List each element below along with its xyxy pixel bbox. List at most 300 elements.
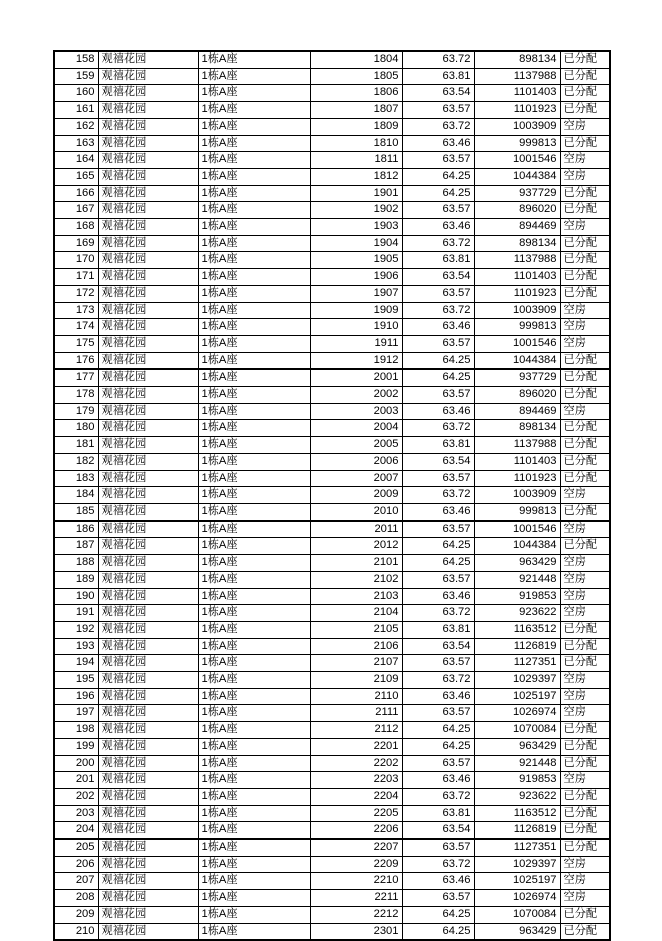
cell-name[interactable]: 观禧花园 — [98, 923, 198, 940]
cell-room[interactable]: 2107 — [310, 655, 402, 672]
cell-room[interactable]: 2002 — [310, 387, 402, 404]
cell-idx[interactable]: 200 — [54, 755, 98, 772]
cell-idx[interactable]: 160 — [54, 85, 98, 102]
cell-bldg[interactable]: 1栋A座 — [198, 352, 310, 369]
cell-name[interactable]: 观禧花园 — [98, 822, 198, 839]
cell-area[interactable]: 63.72 — [402, 51, 474, 68]
cell-idx[interactable]: 165 — [54, 168, 98, 185]
cell-room[interactable]: 2111 — [310, 705, 402, 722]
cell-status[interactable]: 已分配 — [560, 420, 610, 437]
table-row[interactable] — [54, 655, 610, 672]
cell-name[interactable]: 观禧花园 — [98, 672, 198, 689]
cell-bldg[interactable]: 1栋A座 — [198, 772, 310, 789]
table-row[interactable] — [54, 605, 610, 622]
cell-status[interactable]: 已分配 — [560, 503, 610, 520]
cell-idx[interactable]: 198 — [54, 722, 98, 739]
cell-price[interactable]: 1003909 — [474, 302, 560, 319]
cell-name[interactable]: 观禧花园 — [98, 571, 198, 588]
cell-status[interactable]: 空房 — [560, 521, 610, 538]
cell-bldg[interactable]: 1栋A座 — [198, 135, 310, 152]
cell-price[interactable]: 894469 — [474, 403, 560, 420]
cell-area[interactable]: 63.54 — [402, 453, 474, 470]
cell-area[interactable]: 63.81 — [402, 68, 474, 85]
cell-area[interactable]: 63.57 — [402, 102, 474, 119]
cell-name[interactable]: 观禧花园 — [98, 638, 198, 655]
cell-name[interactable]: 观禧花园 — [98, 102, 198, 119]
cell-price[interactable]: 1101923 — [474, 470, 560, 487]
cell-status[interactable]: 空房 — [560, 672, 610, 689]
cell-price[interactable]: 1025197 — [474, 688, 560, 705]
table-row[interactable] — [54, 923, 610, 940]
cell-name[interactable]: 观禧花园 — [98, 453, 198, 470]
cell-bldg[interactable]: 1栋A座 — [198, 890, 310, 907]
cell-price[interactable]: 999813 — [474, 319, 560, 336]
cell-price[interactable]: 1127351 — [474, 839, 560, 856]
cell-status[interactable]: 空房 — [560, 555, 610, 572]
cell-idx[interactable]: 210 — [54, 923, 98, 940]
cell-area[interactable]: 63.72 — [402, 672, 474, 689]
cell-area[interactable]: 64.25 — [402, 923, 474, 940]
cell-price[interactable]: 1044384 — [474, 168, 560, 185]
cell-status[interactable]: 已分配 — [560, 906, 610, 923]
table-row[interactable] — [54, 185, 610, 202]
cell-idx[interactable]: 199 — [54, 738, 98, 755]
cell-name[interactable]: 观禧花园 — [98, 403, 198, 420]
cell-price[interactable]: 1101403 — [474, 269, 560, 286]
cell-status[interactable]: 已分配 — [560, 235, 610, 252]
cell-bldg[interactable]: 1栋A座 — [198, 906, 310, 923]
cell-idx[interactable]: 172 — [54, 285, 98, 302]
cell-idx[interactable]: 202 — [54, 788, 98, 805]
table-row[interactable] — [54, 437, 610, 454]
cell-status[interactable]: 已分配 — [560, 135, 610, 152]
cell-bldg[interactable]: 1栋A座 — [198, 839, 310, 856]
cell-room[interactable]: 2101 — [310, 555, 402, 572]
cell-bldg[interactable]: 1栋A座 — [198, 555, 310, 572]
cell-bldg[interactable]: 1栋A座 — [198, 202, 310, 219]
cell-name[interactable]: 观禧花园 — [98, 85, 198, 102]
cell-idx[interactable]: 174 — [54, 319, 98, 336]
cell-room[interactable]: 1909 — [310, 302, 402, 319]
cell-idx[interactable]: 206 — [54, 856, 98, 873]
cell-area[interactable]: 63.81 — [402, 252, 474, 269]
table-row[interactable] — [54, 722, 610, 739]
cell-price[interactable]: 999813 — [474, 135, 560, 152]
table-row[interactable] — [54, 705, 610, 722]
table-row[interactable] — [54, 102, 610, 119]
cell-price[interactable]: 1127351 — [474, 655, 560, 672]
table-row[interactable] — [54, 688, 610, 705]
cell-bldg[interactable]: 1栋A座 — [198, 788, 310, 805]
cell-status[interactable]: 空房 — [560, 772, 610, 789]
cell-idx[interactable]: 203 — [54, 805, 98, 822]
cell-room[interactable]: 1903 — [310, 219, 402, 236]
table-row[interactable] — [54, 856, 610, 873]
table-row[interactable] — [54, 521, 610, 538]
cell-bldg[interactable]: 1栋A座 — [198, 369, 310, 386]
cell-area[interactable]: 63.57 — [402, 890, 474, 907]
cell-bldg[interactable]: 1栋A座 — [198, 805, 310, 822]
cell-name[interactable]: 观禧花园 — [98, 185, 198, 202]
cell-bldg[interactable]: 1栋A座 — [198, 923, 310, 940]
cell-idx[interactable]: 189 — [54, 571, 98, 588]
cell-status[interactable]: 已分配 — [560, 538, 610, 555]
cell-room[interactable]: 2106 — [310, 638, 402, 655]
cell-area[interactable]: 63.46 — [402, 873, 474, 890]
cell-area[interactable]: 64.25 — [402, 555, 474, 572]
cell-area[interactable]: 63.54 — [402, 638, 474, 655]
cell-bldg[interactable]: 1栋A座 — [198, 387, 310, 404]
cell-name[interactable]: 观禧花园 — [98, 755, 198, 772]
cell-name[interactable]: 观禧花园 — [98, 890, 198, 907]
cell-price[interactable]: 963429 — [474, 738, 560, 755]
cell-room[interactable]: 2105 — [310, 621, 402, 638]
cell-name[interactable]: 观禧花园 — [98, 118, 198, 135]
cell-bldg[interactable]: 1栋A座 — [198, 705, 310, 722]
cell-bldg[interactable]: 1栋A座 — [198, 51, 310, 68]
cell-status[interactable]: 空房 — [560, 571, 610, 588]
cell-price[interactable]: 1025197 — [474, 873, 560, 890]
cell-room[interactable]: 1912 — [310, 352, 402, 369]
cell-area[interactable]: 63.72 — [402, 302, 474, 319]
cell-idx[interactable]: 194 — [54, 655, 98, 672]
cell-idx[interactable]: 167 — [54, 202, 98, 219]
cell-bldg[interactable]: 1栋A座 — [198, 285, 310, 302]
cell-bldg[interactable]: 1栋A座 — [198, 538, 310, 555]
table-row[interactable] — [54, 68, 610, 85]
cell-room[interactable]: 2112 — [310, 722, 402, 739]
cell-bldg[interactable]: 1栋A座 — [198, 235, 310, 252]
cell-room[interactable]: 2203 — [310, 772, 402, 789]
cell-area[interactable]: 64.25 — [402, 168, 474, 185]
cell-area[interactable]: 63.57 — [402, 387, 474, 404]
cell-room[interactable]: 1905 — [310, 252, 402, 269]
cell-room[interactable]: 1901 — [310, 185, 402, 202]
table-row[interactable] — [54, 302, 610, 319]
table-row[interactable] — [54, 638, 610, 655]
cell-idx[interactable]: 183 — [54, 470, 98, 487]
cell-name[interactable]: 观禧花园 — [98, 521, 198, 538]
cell-area[interactable]: 63.72 — [402, 235, 474, 252]
cell-idx[interactable]: 179 — [54, 403, 98, 420]
cell-status[interactable]: 已分配 — [560, 638, 610, 655]
cell-idx[interactable]: 192 — [54, 621, 98, 638]
cell-bldg[interactable]: 1栋A座 — [198, 822, 310, 839]
cell-idx[interactable]: 197 — [54, 705, 98, 722]
cell-area[interactable]: 63.57 — [402, 839, 474, 856]
cell-name[interactable]: 观禧花园 — [98, 688, 198, 705]
cell-name[interactable]: 观禧花园 — [98, 437, 198, 454]
cell-area[interactable]: 63.81 — [402, 437, 474, 454]
cell-area[interactable]: 63.57 — [402, 705, 474, 722]
cell-name[interactable]: 观禧花园 — [98, 839, 198, 856]
cell-room[interactable]: 2207 — [310, 839, 402, 856]
cell-idx[interactable]: 187 — [54, 538, 98, 555]
cell-price[interactable]: 923622 — [474, 788, 560, 805]
cell-idx[interactable]: 158 — [54, 51, 98, 68]
cell-name[interactable]: 观禧花园 — [98, 302, 198, 319]
cell-bldg[interactable]: 1栋A座 — [198, 168, 310, 185]
table-row[interactable] — [54, 387, 610, 404]
cell-room[interactable]: 2210 — [310, 873, 402, 890]
cell-bldg[interactable]: 1栋A座 — [198, 185, 310, 202]
cell-idx[interactable]: 163 — [54, 135, 98, 152]
table-row[interactable] — [54, 420, 610, 437]
cell-price[interactable]: 1101923 — [474, 285, 560, 302]
cell-status[interactable]: 已分配 — [560, 722, 610, 739]
cell-area[interactable]: 63.57 — [402, 655, 474, 672]
cell-price[interactable]: 1070084 — [474, 722, 560, 739]
cell-status[interactable]: 已分配 — [560, 285, 610, 302]
cell-bldg[interactable]: 1栋A座 — [198, 453, 310, 470]
cell-room[interactable]: 2211 — [310, 890, 402, 907]
cell-room[interactable]: 1805 — [310, 68, 402, 85]
cell-idx[interactable]: 195 — [54, 672, 98, 689]
cell-bldg[interactable]: 1栋A座 — [198, 219, 310, 236]
cell-idx[interactable]: 190 — [54, 588, 98, 605]
cell-idx[interactable]: 191 — [54, 605, 98, 622]
cell-area[interactable]: 63.72 — [402, 420, 474, 437]
cell-status[interactable]: 已分配 — [560, 755, 610, 772]
table-row[interactable] — [54, 555, 610, 572]
cell-name[interactable]: 观禧花园 — [98, 219, 198, 236]
cell-room[interactable]: 1904 — [310, 235, 402, 252]
cell-idx[interactable]: 171 — [54, 269, 98, 286]
cell-status[interactable]: 已分配 — [560, 738, 610, 755]
cell-status[interactable]: 已分配 — [560, 839, 610, 856]
cell-name[interactable]: 观禧花园 — [98, 319, 198, 336]
cell-price[interactable]: 1001546 — [474, 521, 560, 538]
cell-status[interactable]: 已分配 — [560, 923, 610, 940]
cell-status[interactable]: 空房 — [560, 152, 610, 169]
table-row[interactable] — [54, 352, 610, 369]
cell-bldg[interactable]: 1栋A座 — [198, 722, 310, 739]
cell-idx[interactable]: 176 — [54, 352, 98, 369]
table-row[interactable] — [54, 369, 610, 386]
cell-name[interactable]: 观禧花园 — [98, 487, 198, 504]
cell-price[interactable]: 1026974 — [474, 890, 560, 907]
table-row[interactable] — [54, 135, 610, 152]
cell-name[interactable]: 观禧花园 — [98, 503, 198, 520]
cell-name[interactable]: 观禧花园 — [98, 538, 198, 555]
cell-price[interactable]: 919853 — [474, 588, 560, 605]
cell-name[interactable]: 观禧花园 — [98, 906, 198, 923]
table-row[interactable] — [54, 219, 610, 236]
cell-bldg[interactable]: 1栋A座 — [198, 403, 310, 420]
cell-bldg[interactable]: 1栋A座 — [198, 605, 310, 622]
cell-room[interactable]: 2011 — [310, 521, 402, 538]
cell-area[interactable]: 63.72 — [402, 118, 474, 135]
cell-idx[interactable]: 204 — [54, 822, 98, 839]
housing-allocation-table[interactable] — [53, 50, 611, 941]
cell-price[interactable]: 898134 — [474, 51, 560, 68]
cell-name[interactable]: 观禧花园 — [98, 202, 198, 219]
cell-room[interactable]: 2109 — [310, 672, 402, 689]
cell-status[interactable]: 已分配 — [560, 788, 610, 805]
cell-status[interactable]: 空房 — [560, 302, 610, 319]
cell-price[interactable]: 1029397 — [474, 856, 560, 873]
table-row[interactable] — [54, 319, 610, 336]
cell-area[interactable]: 63.46 — [402, 403, 474, 420]
cell-bldg[interactable]: 1栋A座 — [198, 152, 310, 169]
cell-idx[interactable]: 207 — [54, 873, 98, 890]
cell-area[interactable]: 63.46 — [402, 503, 474, 520]
cell-bldg[interactable]: 1栋A座 — [198, 420, 310, 437]
table-row[interactable] — [54, 906, 610, 923]
cell-price[interactable]: 999813 — [474, 503, 560, 520]
cell-name[interactable]: 观禧花园 — [98, 420, 198, 437]
cell-area[interactable]: 64.25 — [402, 738, 474, 755]
cell-bldg[interactable]: 1栋A座 — [198, 856, 310, 873]
table-row[interactable] — [54, 772, 610, 789]
cell-room[interactable]: 2004 — [310, 420, 402, 437]
cell-area[interactable]: 63.57 — [402, 755, 474, 772]
cell-bldg[interactable]: 1栋A座 — [198, 302, 310, 319]
cell-bldg[interactable]: 1栋A座 — [198, 873, 310, 890]
cell-price[interactable]: 1101923 — [474, 102, 560, 119]
cell-idx[interactable]: 182 — [54, 453, 98, 470]
cell-idx[interactable]: 193 — [54, 638, 98, 655]
cell-area[interactable]: 64.25 — [402, 369, 474, 386]
table-row[interactable] — [54, 873, 610, 890]
cell-room[interactable]: 2009 — [310, 487, 402, 504]
cell-room[interactable]: 2202 — [310, 755, 402, 772]
cell-name[interactable]: 观禧花园 — [98, 135, 198, 152]
cell-area[interactable]: 63.54 — [402, 85, 474, 102]
table-row[interactable] — [54, 621, 610, 638]
cell-status[interactable]: 已分配 — [560, 369, 610, 386]
cell-price[interactable]: 1029397 — [474, 672, 560, 689]
cell-status[interactable]: 已分配 — [560, 470, 610, 487]
cell-room[interactable]: 1807 — [310, 102, 402, 119]
cell-price[interactable]: 919853 — [474, 772, 560, 789]
cell-price[interactable]: 1126819 — [474, 638, 560, 655]
table-row[interactable] — [54, 738, 610, 755]
cell-price[interactable]: 1070084 — [474, 906, 560, 923]
cell-area[interactable]: 63.46 — [402, 135, 474, 152]
cell-status[interactable]: 空房 — [560, 168, 610, 185]
table-row[interactable] — [54, 202, 610, 219]
cell-price[interactable]: 898134 — [474, 235, 560, 252]
table-row[interactable] — [54, 755, 610, 772]
cell-price[interactable]: 896020 — [474, 387, 560, 404]
cell-bldg[interactable]: 1栋A座 — [198, 588, 310, 605]
cell-room[interactable]: 2110 — [310, 688, 402, 705]
cell-idx[interactable]: 209 — [54, 906, 98, 923]
cell-area[interactable]: 63.72 — [402, 487, 474, 504]
cell-bldg[interactable]: 1栋A座 — [198, 437, 310, 454]
cell-idx[interactable]: 169 — [54, 235, 98, 252]
cell-idx[interactable]: 201 — [54, 772, 98, 789]
cell-area[interactable]: 63.46 — [402, 688, 474, 705]
cell-bldg[interactable]: 1栋A座 — [198, 503, 310, 520]
table-row[interactable] — [54, 890, 610, 907]
cell-status[interactable]: 已分配 — [560, 202, 610, 219]
cell-price[interactable]: 923622 — [474, 605, 560, 622]
cell-name[interactable]: 观禧花园 — [98, 805, 198, 822]
cell-price[interactable]: 1001546 — [474, 335, 560, 352]
table-row[interactable] — [54, 252, 610, 269]
cell-name[interactable]: 观禧花园 — [98, 655, 198, 672]
cell-idx[interactable]: 185 — [54, 503, 98, 520]
cell-bldg[interactable]: 1栋A座 — [198, 621, 310, 638]
cell-price[interactable]: 896020 — [474, 202, 560, 219]
cell-area[interactable]: 63.57 — [402, 470, 474, 487]
cell-area[interactable]: 63.54 — [402, 269, 474, 286]
table-row[interactable] — [54, 335, 610, 352]
cell-price[interactable]: 1137988 — [474, 437, 560, 454]
cell-status[interactable]: 已分配 — [560, 68, 610, 85]
cell-area[interactable]: 63.46 — [402, 588, 474, 605]
table-row[interactable] — [54, 453, 610, 470]
cell-name[interactable]: 观禧花园 — [98, 68, 198, 85]
cell-name[interactable]: 观禧花园 — [98, 555, 198, 572]
cell-name[interactable]: 观禧花园 — [98, 352, 198, 369]
cell-area[interactable]: 63.46 — [402, 219, 474, 236]
cell-price[interactable]: 963429 — [474, 555, 560, 572]
cell-idx[interactable]: 205 — [54, 839, 98, 856]
cell-bldg[interactable]: 1栋A座 — [198, 252, 310, 269]
cell-price[interactable]: 1044384 — [474, 352, 560, 369]
cell-room[interactable]: 1811 — [310, 152, 402, 169]
cell-room[interactable]: 1907 — [310, 285, 402, 302]
cell-room[interactable]: 2206 — [310, 822, 402, 839]
cell-bldg[interactable]: 1栋A座 — [198, 269, 310, 286]
cell-status[interactable]: 空房 — [560, 319, 610, 336]
cell-bldg[interactable]: 1栋A座 — [198, 68, 310, 85]
cell-name[interactable]: 观禧花园 — [98, 335, 198, 352]
cell-room[interactable]: 2005 — [310, 437, 402, 454]
cell-price[interactable]: 963429 — [474, 923, 560, 940]
cell-bldg[interactable]: 1栋A座 — [198, 335, 310, 352]
cell-status[interactable]: 已分配 — [560, 102, 610, 119]
cell-price[interactable]: 1003909 — [474, 487, 560, 504]
cell-idx[interactable]: 166 — [54, 185, 98, 202]
cell-idx[interactable]: 175 — [54, 335, 98, 352]
table-row[interactable] — [54, 822, 610, 839]
cell-status[interactable]: 空房 — [560, 605, 610, 622]
cell-idx[interactable]: 173 — [54, 302, 98, 319]
cell-idx[interactable]: 161 — [54, 102, 98, 119]
cell-status[interactable]: 已分配 — [560, 437, 610, 454]
table-row[interactable] — [54, 85, 610, 102]
cell-room[interactable]: 2205 — [310, 805, 402, 822]
cell-room[interactable]: 2204 — [310, 788, 402, 805]
cell-idx[interactable]: 196 — [54, 688, 98, 705]
cell-status[interactable]: 空房 — [560, 856, 610, 873]
cell-name[interactable]: 观禧花园 — [98, 788, 198, 805]
cell-room[interactable]: 1911 — [310, 335, 402, 352]
table-row[interactable] — [54, 118, 610, 135]
cell-price[interactable]: 1101403 — [474, 85, 560, 102]
cell-room[interactable]: 2007 — [310, 470, 402, 487]
cell-room[interactable]: 2301 — [310, 923, 402, 940]
cell-area[interactable]: 63.57 — [402, 152, 474, 169]
cell-area[interactable]: 63.72 — [402, 788, 474, 805]
cell-area[interactable]: 63.57 — [402, 571, 474, 588]
cell-bldg[interactable]: 1栋A座 — [198, 738, 310, 755]
cell-status[interactable]: 空房 — [560, 219, 610, 236]
cell-room[interactable]: 2104 — [310, 605, 402, 622]
cell-name[interactable]: 观禧花园 — [98, 51, 198, 68]
cell-name[interactable]: 观禧花园 — [98, 722, 198, 739]
cell-price[interactable]: 894469 — [474, 219, 560, 236]
cell-area[interactable]: 64.25 — [402, 722, 474, 739]
cell-bldg[interactable]: 1栋A座 — [198, 638, 310, 655]
cell-price[interactable]: 1163512 — [474, 805, 560, 822]
cell-name[interactable]: 观禧花园 — [98, 152, 198, 169]
cell-status[interactable]: 空房 — [560, 588, 610, 605]
